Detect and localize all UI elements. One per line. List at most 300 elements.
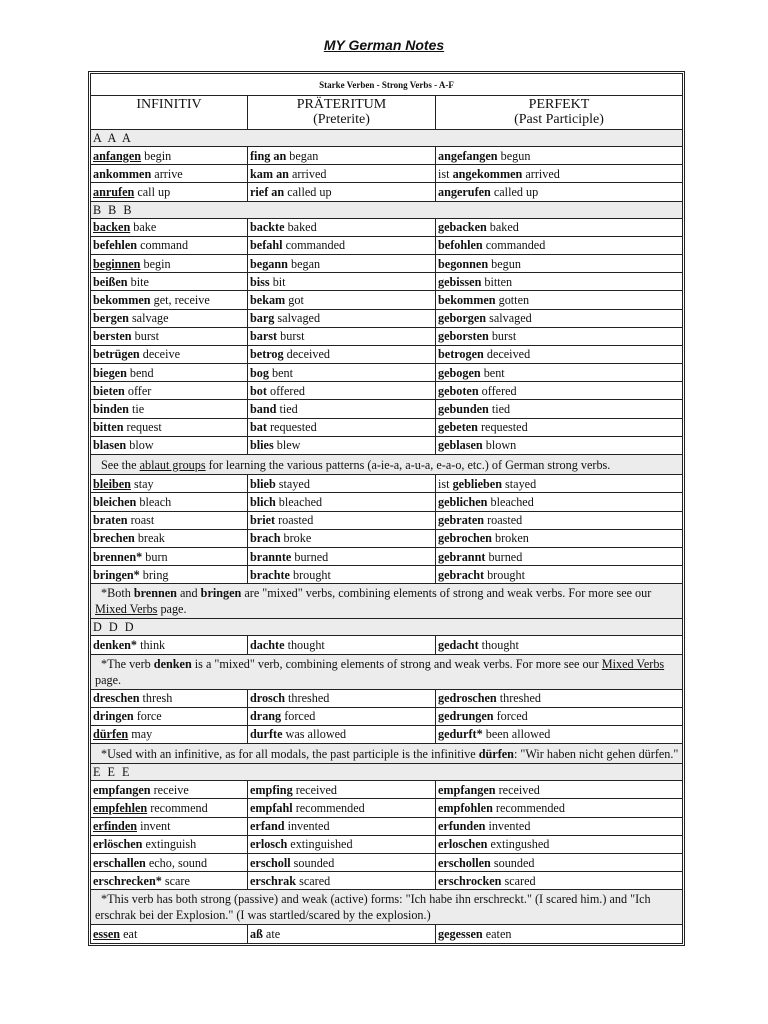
verb-form: briet (250, 513, 276, 528)
cell-praeteritum (248, 218, 436, 236)
verb-form: dürfen (93, 727, 129, 742)
verb-row-anfangen (91, 147, 683, 165)
cell-praeteritum (248, 493, 436, 511)
note-row-mixed (91, 584, 683, 619)
cell-praeteritum (248, 183, 436, 201)
verb-form: erfand (250, 819, 285, 834)
verb-form: dreschen (93, 691, 140, 706)
note-link[interactable]: Mixed Verbs (601, 656, 665, 671)
cell-praeteritum (248, 400, 436, 418)
note-link[interactable]: Mixed Verbs (95, 602, 158, 617)
note-verb: bringen (200, 586, 242, 601)
note-fragment: page. (157, 602, 187, 617)
cell-praeteritum (248, 725, 436, 743)
cell-praeteritum (248, 436, 436, 454)
verb-form: bekommen (93, 292, 151, 307)
english-gloss: bite (130, 274, 149, 289)
cell-perfekt (436, 183, 683, 201)
english-gloss: ate (265, 926, 281, 941)
english-gloss: sounded (293, 855, 335, 870)
english-gloss: began (290, 256, 321, 271)
note-fragment: page. (95, 672, 122, 687)
verb-row-bleiben (91, 475, 683, 493)
verb-form: erschrecken* (93, 873, 162, 888)
note-text (91, 744, 683, 764)
english-gloss: arrived (292, 166, 327, 181)
verb-form: gebraten (438, 513, 485, 528)
verb-form: angerufen (438, 184, 491, 199)
cell-infinitiv (91, 781, 248, 799)
verb-form: erloschen (438, 837, 488, 852)
note-row-duerfen (91, 744, 683, 764)
english-gloss: scare (164, 873, 190, 888)
verb-form: brennen* (93, 549, 143, 564)
english-gloss: salvage (131, 311, 169, 326)
english-gloss: burst (491, 329, 517, 344)
english-gloss: bleached (490, 494, 534, 509)
verb-form: anfangen (93, 148, 142, 163)
verb-form: geborgen (438, 311, 487, 326)
cell-perfekt (436, 817, 683, 835)
verb-form: bringen* (93, 567, 140, 582)
english-gloss: got (288, 292, 304, 307)
cell-perfekt (436, 781, 683, 799)
cell-infinitiv (91, 183, 248, 201)
english-gloss: received (498, 782, 540, 797)
english-gloss: begun (491, 256, 521, 271)
cell-infinitiv (91, 493, 248, 511)
verb-form: drosch (250, 691, 285, 706)
verb-row-bleichen (91, 493, 683, 511)
verb-form: angekommen (452, 166, 523, 181)
cell-perfekt (436, 236, 683, 254)
cell-praeteritum (248, 689, 436, 707)
verb-form: geblieben (452, 476, 502, 491)
verb-form: gedurft* (438, 727, 483, 742)
english-gloss: arrive (154, 166, 183, 181)
english-gloss: threshed (288, 691, 330, 706)
english-gloss: broke (283, 531, 312, 546)
cell-infinitiv (91, 364, 248, 382)
auxiliary-verb: ist (438, 476, 453, 491)
cell-infinitiv (91, 636, 248, 654)
verb-form: band (250, 402, 277, 417)
cell-infinitiv (91, 511, 248, 529)
english-gloss: scared (299, 873, 331, 888)
cell-perfekt (436, 400, 683, 418)
cell-infinitiv (91, 436, 248, 454)
header-sublabel: (Preterite) (313, 112, 370, 127)
verb-form: bekommen (438, 292, 496, 307)
verb-row-bersten (91, 327, 683, 345)
verb-form: gebracht (438, 567, 485, 582)
cell-perfekt (436, 925, 683, 943)
verb-form: bieten (93, 383, 125, 398)
cell-perfekt (436, 218, 683, 236)
cell-perfekt (436, 854, 683, 872)
verb-form: anrufen (93, 184, 135, 199)
verb-row-brechen (91, 529, 683, 547)
english-gloss: tied (279, 402, 298, 417)
group-label: A A A (91, 130, 683, 147)
cell-perfekt (436, 254, 683, 272)
english-gloss: bleach (139, 494, 172, 509)
verb-form: gedroschen (438, 691, 497, 706)
english-gloss: requested (480, 420, 528, 435)
cell-praeteritum (248, 835, 436, 853)
cell-perfekt (436, 547, 683, 565)
cell-praeteritum (248, 817, 436, 835)
verb-form: beginnen (93, 256, 141, 271)
verb-form: bersten (93, 329, 132, 344)
verb-form: dringen (93, 709, 134, 724)
english-gloss: deceive (142, 347, 180, 362)
verb-form: empfangen (93, 782, 151, 797)
strong-verbs-table (90, 73, 683, 944)
cell-praeteritum (248, 566, 436, 584)
verb-form: gebrochen (438, 531, 492, 546)
verb-row-dringen (91, 707, 683, 725)
header-label: INFINITIV (136, 97, 202, 112)
english-gloss: baked (489, 220, 519, 235)
cell-infinitiv (91, 925, 248, 943)
verb-form: barst (250, 329, 278, 344)
cell-infinitiv (91, 327, 248, 345)
verb-form: drang (250, 709, 282, 724)
cell-perfekt (436, 511, 683, 529)
english-gloss: deceived (486, 347, 531, 362)
note-row-ablaut (91, 455, 683, 475)
verb-form: kam an (250, 166, 289, 181)
verb-row-empfehlen (91, 799, 683, 817)
verb-form: erscholl (250, 855, 291, 870)
verb-row-ankommen (91, 165, 683, 183)
english-gloss: burned (294, 549, 329, 564)
verb-form: brach (250, 531, 281, 546)
verb-row-dreschen (91, 689, 683, 707)
verb-row-bergen (91, 309, 683, 327)
note-body (95, 585, 680, 617)
english-gloss: bit (272, 274, 286, 289)
table-header-row (91, 96, 683, 130)
verb-form: begonnen (438, 256, 489, 271)
cell-perfekt (436, 689, 683, 707)
cell-praeteritum (248, 547, 436, 565)
note-body (95, 746, 680, 762)
english-gloss: bitten (484, 274, 513, 289)
note-fragment: *Both (101, 586, 134, 601)
cell-perfekt (436, 529, 683, 547)
cell-perfekt (436, 799, 683, 817)
verb-form: blies (250, 438, 274, 453)
verb-form: backen (93, 220, 131, 235)
cell-infinitiv (91, 872, 248, 890)
english-gloss: began (289, 148, 319, 163)
verb-row-bekommen (91, 291, 683, 309)
note-fragment: are "mixed" verbs, combining elements of strong and weak verbs. For more see our (241, 586, 652, 601)
verb-form: dachte (250, 637, 285, 652)
verb-form: betrügen (93, 347, 140, 362)
english-gloss: salvaged (277, 311, 321, 326)
english-gloss: recommend (150, 801, 208, 816)
english-gloss: deceived (286, 347, 330, 362)
english-gloss: recommended (295, 801, 365, 816)
cell-perfekt (436, 364, 683, 382)
cell-praeteritum (248, 165, 436, 183)
cell-praeteritum (248, 364, 436, 382)
cell-infinitiv (91, 236, 248, 254)
note-fragment: for learning the various patterns (a-ie-a, a-u-a, e-a-o, etc.) of German strong verbs. (205, 457, 611, 472)
english-gloss: invent (140, 819, 171, 834)
english-gloss: been allowed (485, 727, 551, 742)
note-verb: brennen (133, 586, 177, 601)
cell-infinitiv (91, 529, 248, 547)
verb-form: biegen (93, 365, 127, 380)
verb-form: erlöschen (93, 837, 143, 852)
header-label: PERFEKT (528, 97, 590, 112)
note-fragment: *Used with an infinitive, as for all modals, the past participle is the infinitive (101, 746, 479, 761)
cell-infinitiv (91, 707, 248, 725)
verb-form: binden (93, 402, 129, 417)
verb-form: gedrungen (438, 709, 494, 724)
english-gloss: burn (145, 549, 168, 564)
verb-form: brechen (93, 531, 135, 546)
header-perfekt (436, 96, 683, 130)
english-gloss: receive (153, 782, 189, 797)
english-gloss: bend (129, 365, 154, 380)
verb-form: bekam (250, 292, 286, 307)
cell-perfekt (436, 309, 683, 327)
cell-infinitiv (91, 273, 248, 291)
cell-perfekt (436, 165, 683, 183)
verb-form: empfehlen (93, 801, 148, 816)
verb-row-anrufen (91, 183, 683, 201)
cell-infinitiv (91, 547, 248, 565)
note-text (91, 455, 683, 475)
cell-praeteritum (248, 309, 436, 327)
group-row-bbb (91, 201, 683, 218)
verb-form: barg (250, 311, 275, 326)
english-gloss: offered (269, 383, 305, 398)
verb-form: empfahl (250, 801, 293, 816)
english-gloss: begin (143, 256, 171, 271)
cell-perfekt (436, 147, 683, 165)
english-gloss: thought (481, 637, 519, 652)
note-row-denken (91, 654, 683, 689)
note-link[interactable]: ablaut groups (139, 457, 206, 472)
group-label: D D D (91, 619, 683, 636)
verb-form: empfohlen (438, 801, 493, 816)
note-row-erschrecken (91, 890, 683, 925)
note-fragment: and (176, 586, 201, 601)
english-gloss: commanded (485, 238, 546, 253)
verb-form: geboten (438, 383, 479, 398)
cell-infinitiv (91, 345, 248, 363)
cell-praeteritum (248, 925, 436, 943)
verb-row-duerfen (91, 725, 683, 743)
english-gloss: brought (292, 567, 331, 582)
verb-row-braten (91, 511, 683, 529)
verb-form: fing an (250, 148, 287, 163)
cell-praeteritum (248, 707, 436, 725)
english-gloss: blow (129, 438, 154, 453)
cell-praeteritum (248, 273, 436, 291)
english-gloss: requested (269, 420, 317, 435)
english-gloss: get, receive (153, 292, 210, 307)
english-gloss: stayed (505, 476, 537, 491)
note-body (95, 656, 680, 688)
english-gloss: was allowed (285, 727, 347, 742)
english-gloss: command (140, 238, 189, 253)
english-gloss: think (140, 637, 166, 652)
verb-row-erschrecken (91, 872, 683, 890)
english-gloss: force (136, 709, 162, 724)
verb-form: ankommen (93, 166, 152, 181)
verb-form: erschallen (93, 855, 146, 870)
cell-praeteritum (248, 511, 436, 529)
group-row-eee (91, 764, 683, 781)
verb-form: gebogen (438, 365, 481, 380)
verb-form: gebeten (438, 420, 478, 435)
note-body (95, 457, 680, 473)
verb-form: gebrannt (438, 549, 486, 564)
cell-perfekt (436, 291, 683, 309)
english-gloss: burst (134, 329, 160, 344)
verb-row-erfinden (91, 817, 683, 835)
english-gloss: tied (491, 402, 511, 417)
english-gloss: invented (287, 819, 330, 834)
english-gloss: bleached (278, 494, 323, 509)
note-fragment: is a "mixed" verb, combining elements of strong and weak verbs. For more see our (191, 656, 602, 671)
cell-praeteritum (248, 254, 436, 272)
verb-form: gebunden (438, 402, 489, 417)
english-gloss: extingushed (490, 837, 550, 852)
verb-form: erfunden (438, 819, 486, 834)
english-gloss: stay (133, 476, 154, 491)
cell-infinitiv (91, 835, 248, 853)
english-gloss: roast (130, 513, 155, 528)
cell-infinitiv (91, 475, 248, 493)
cell-praeteritum (248, 291, 436, 309)
verb-form: gebacken (438, 220, 487, 235)
note-fragment: See the (101, 457, 140, 472)
cell-perfekt (436, 566, 683, 584)
cell-praeteritum (248, 872, 436, 890)
verb-form: erschollen (438, 855, 491, 870)
english-gloss: gotten (498, 292, 530, 307)
english-gloss: echo, sound (148, 855, 208, 870)
cell-infinitiv (91, 566, 248, 584)
cell-infinitiv (91, 291, 248, 309)
english-gloss: called up (287, 184, 332, 199)
verb-form: backte (250, 220, 285, 235)
cell-infinitiv (91, 309, 248, 327)
verb-form: bleiben (93, 476, 131, 491)
verb-form: erfinden (93, 819, 138, 834)
cell-praeteritum (248, 236, 436, 254)
verb-row-erloeschen (91, 835, 683, 853)
cell-praeteritum (248, 418, 436, 436)
cell-perfekt (436, 273, 683, 291)
cell-perfekt (436, 493, 683, 511)
english-gloss: bake (133, 220, 157, 235)
verb-row-denken (91, 636, 683, 654)
english-gloss: bring (142, 567, 169, 582)
english-gloss: brought (487, 567, 525, 582)
verb-form: befahl (250, 238, 283, 253)
note-text (91, 654, 683, 689)
english-gloss: roasted (278, 513, 314, 528)
verb-row-brennen (91, 547, 683, 565)
verb-form: rief an (250, 184, 285, 199)
english-gloss: break (137, 531, 165, 546)
verb-form: blich (250, 494, 276, 509)
english-gloss: sounded (493, 855, 535, 870)
cell-perfekt (436, 707, 683, 725)
verb-form: braten (93, 513, 128, 528)
cell-praeteritum (248, 327, 436, 345)
auxiliary-verb: ist (438, 166, 453, 181)
english-gloss: bent (272, 365, 293, 380)
verb-form: geblasen (438, 438, 483, 453)
header-label: PRÄTERITUM (296, 97, 387, 112)
cell-perfekt (436, 872, 683, 890)
english-gloss: call up (137, 184, 171, 199)
header-infinitiv (91, 96, 248, 130)
english-gloss: invented (488, 819, 531, 834)
cell-perfekt (436, 636, 683, 654)
english-gloss: arrived (525, 166, 560, 181)
verb-form: bot (250, 383, 267, 398)
note-fragment: *The verb (101, 656, 154, 671)
table-caption: Starke Verben - Strong Verbs - A-F (91, 74, 683, 96)
group-row-ddd (91, 619, 683, 636)
group-label: E E E (91, 764, 683, 781)
verb-form: beißen (93, 274, 128, 289)
english-gloss: offered (481, 383, 517, 398)
verb-form: bitten (93, 420, 124, 435)
verb-form: gebissen (438, 274, 482, 289)
verb-form: bergen (93, 311, 129, 326)
verb-form: erschrak (250, 873, 297, 888)
english-gloss: scared (504, 873, 536, 888)
cell-infinitiv (91, 165, 248, 183)
verb-row-bitten (91, 418, 683, 436)
english-gloss: eat (123, 926, 138, 941)
english-gloss: recommended (495, 801, 565, 816)
verb-form: geborsten (438, 329, 489, 344)
english-gloss: called up (493, 184, 539, 199)
verb-form: betrogen (438, 347, 484, 362)
verb-form: empfangen (438, 782, 496, 797)
verb-form: bleichen (93, 494, 137, 509)
cell-praeteritum (248, 799, 436, 817)
cell-perfekt (436, 475, 683, 493)
english-gloss: forced (496, 709, 528, 724)
english-gloss: eaten (485, 926, 512, 941)
english-gloss: burst (280, 329, 305, 344)
verb-row-befehlen (91, 236, 683, 254)
cell-infinitiv (91, 382, 248, 400)
cell-praeteritum (248, 147, 436, 165)
english-gloss: offer (127, 383, 152, 398)
cell-infinitiv (91, 689, 248, 707)
english-gloss: roasted (487, 513, 523, 528)
cell-perfekt (436, 725, 683, 743)
verb-row-erschallen (91, 854, 683, 872)
cell-perfekt (436, 436, 683, 454)
verb-row-bieten (91, 382, 683, 400)
